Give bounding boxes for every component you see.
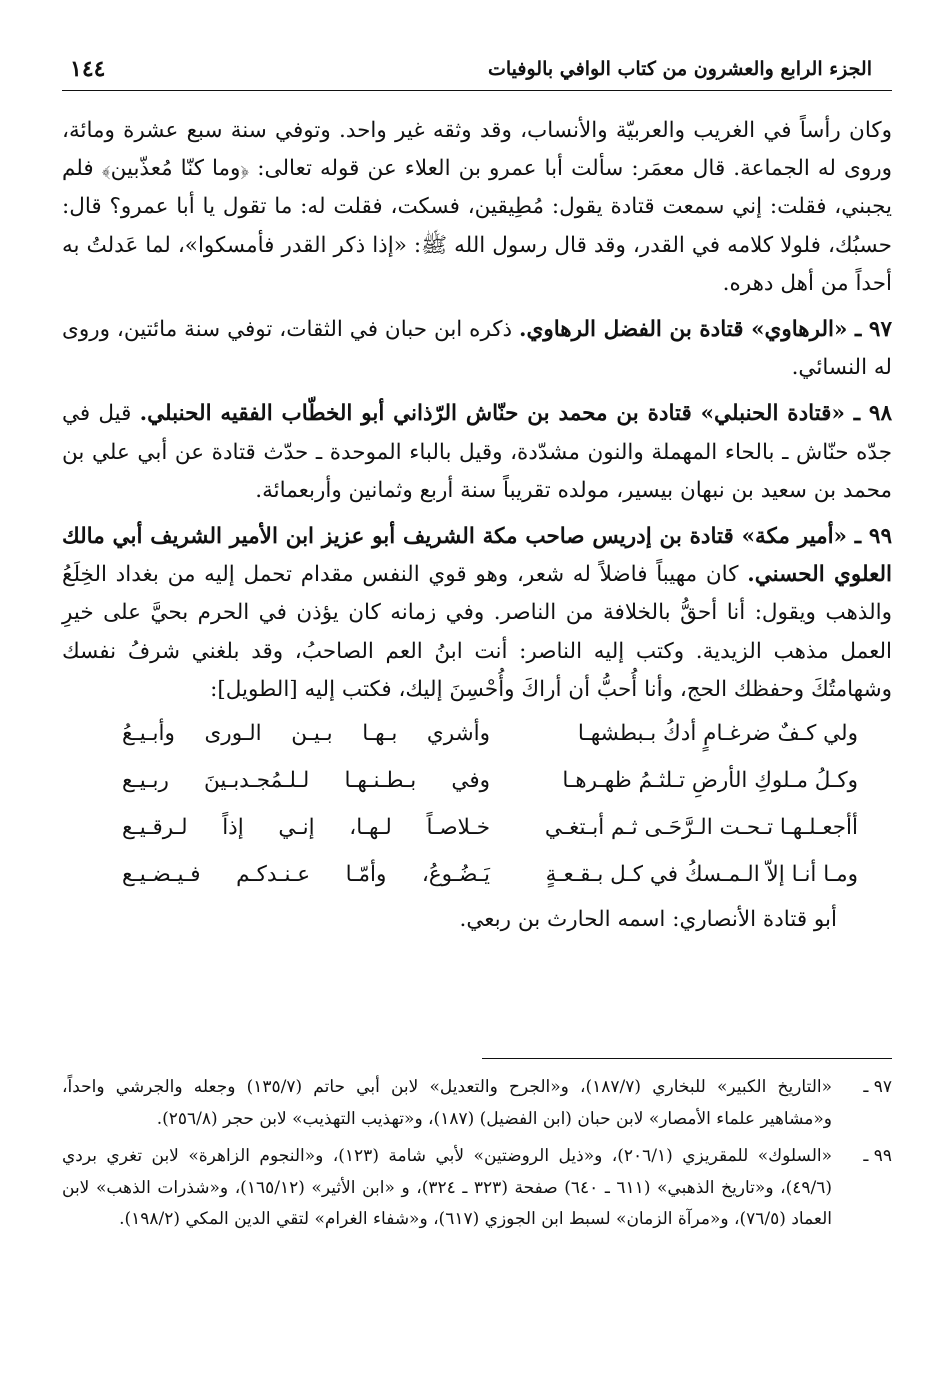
text-line: يا أبا عمرو؟ قال: حسبُك، فلولا كلامه في القدر، وقد قال رسول الله ﷺ: «إذا ذكر القدر [62, 194, 892, 258]
footnote-text: «السلوك» للمقريزي (٢٠٦/١)، و«ذيل الروضتين» لأبي شامة (١٢٣)، و«النجوم الزاهرة» لابن تغري بردي (٤٩/٦)، و«تاريخ الذهبي» (٦١١ ـ ٦٤٠) صفحة (٣٢٣ ـ ٣٢٤)، و «ابن الأثير» (١٦٥/١٢)، و«شذرات الذهب» لابن العماد (٧٦/٥)، و«مرآة الزمان» لسبط ابن الجوزي (٦١٧)، و«شفاء الغرام» لتقي الدين المكي (١٩٨/٢). [62, 1146, 833, 1229]
verse-line [62, 711, 892, 758]
verse-second-hemistich: خـلاصـاً لـهـا، إنـي إذاً لـرقـيـع [122, 815, 490, 841]
footnote-separator [482, 1058, 892, 1059]
footnote-number: ٩٩ ـ [863, 1146, 892, 1166]
entry-97 [62, 311, 892, 387]
verse-line [62, 805, 892, 852]
verse-first-hemistich: ولي كـفٌ ضرغـامٍ أدكُ بـبطشهـا [577, 721, 858, 747]
verse-second-hemistich: يَـضُـوعُ، وأمّـا عـنـدكـم فـيـضـيـع [122, 862, 490, 888]
entry-heading: ٩٨ ـ «قتادة الحنبلي» قتادة بن محمد بن حنّاش الرّذاني أبو الخطّاب الفقيه الحنبلي. [139, 401, 893, 427]
verse-first-hemistich: وكـلُ مـلوكِ الأرضِ تـلثـمُ ظهـرهـا [562, 768, 858, 794]
entry-98 [62, 395, 892, 510]
running-header [62, 44, 892, 91]
verse-line [62, 758, 892, 805]
main-text [62, 112, 892, 939]
verse-first-hemistich: أأجعـلـهـا تـحـت الـرَّحَـى ثـم أبـتغـي [544, 815, 858, 841]
footnote [62, 1141, 892, 1236]
entry-text: كان مهيباً فاضلاً له شعر، وهو قوي النفس مقدام تحمل إليه من بغداد الخِلَعُ والذهب ويقول: أنا أحقُّ بالخلافة من الناصر. وفي زمانه كان يؤذن في الحرم بحيَّ على خيرِ العمل مذهب الزيدية. وكتب إليه الناصر: أنت ابنُ العم الصاحبُ، وقد بلغني شرفُ نفسك وشهامتُكَ وحفظك الحج، وأنا أُحبُّ أن أراكَ وأُحْسِنَ إليك، فكتب إليه [الطويل]: [62, 562, 892, 702]
header-title: الجزء الرابع والعشرون من كتاب الوافي بالوفيات [488, 58, 872, 80]
closing-line: أبو قتادة الأنصاري: اسمه الحارث بن ربعي. [459, 907, 837, 933]
verse-second-hemistich: وفي بـطـنـهـا لـلـمُجـدبـينَ ربـيـع [122, 768, 490, 794]
text-line: وكان رأساً في الغريب والعربيّة والأنساب، وقد وثقه غير واحد. وتوفي سنة سبع عشرة [123, 118, 892, 143]
verse-first-hemistich: ومـا أنـا إلاّ الـمـسكُ في كـل بـقـعـةٍ [545, 862, 858, 888]
verse-line [62, 852, 892, 899]
entry-text: ذكره ابن حبان في الثقات، توفي سنة مائتين، وروى له النسائي. [62, 317, 892, 381]
entry-99 [62, 518, 892, 709]
text-line: مُعذّبين﴾ فلم يجبني، فقلت: إني سمعت قتادة يقول: مُطِيقين، فسكت، فقلت له: ما تقول [62, 156, 892, 220]
entry-heading: ٩٩ ـ «أمير مكة» قتادة بن إدريس صاحب مكة الشريف أبو عزيز ابن الأمير الشريف أبي مالك العلوي الحسني. [62, 524, 892, 588]
paragraph-continued [62, 112, 892, 303]
footnote-number: ٩٧ ـ [863, 1077, 892, 1097]
footnote [62, 1072, 892, 1135]
page-number: ١٤٤ [70, 56, 106, 82]
entry-heading: ٩٧ ـ «الرهاوي» قتادة بن الفضل الرهاوي. [519, 317, 892, 343]
poem [62, 711, 892, 899]
entry-text: قيل في جدّه حنّاش ـ بالحاء المهملة والنون مشدّدة، وقيل بالباء الموحدة ـ حدّث قتادة عن أبي علي بن محمد بن سعيد بن نبهان بيسير، مولده تقريباً سنة أربع وثمانين وأربعمائة. [62, 401, 892, 503]
text-line: ومائة، وروى له الجماعة. قال معمَر: سألت أبا عمرو بن العلاء عن قوله تعالى: ﴿وما كنّا [62, 118, 893, 182]
footnote-text: «التاريخ الكبير» للبخاري (١٨٧/٧)، و«الجرح والتعديل» لابن أبي حاتم (١٣٥/٧) وجعله والجرشي واحداً، و«مشاهير علماء الأمصار» لابن حبان (ابن الفضيل) (١٨٧)، و«تهذيب التهذيب» لابن حجر (٢٥٦/٨). [62, 1077, 832, 1129]
footnotes [62, 1072, 892, 1242]
text-line: فأمسكوا»، لما عَدلتُ به أحداً من أهل دهره. [62, 232, 892, 296]
verse-second-hemistich: وأشري بـهـا بـيـن الـورى وأبـيـعُ [122, 721, 490, 747]
